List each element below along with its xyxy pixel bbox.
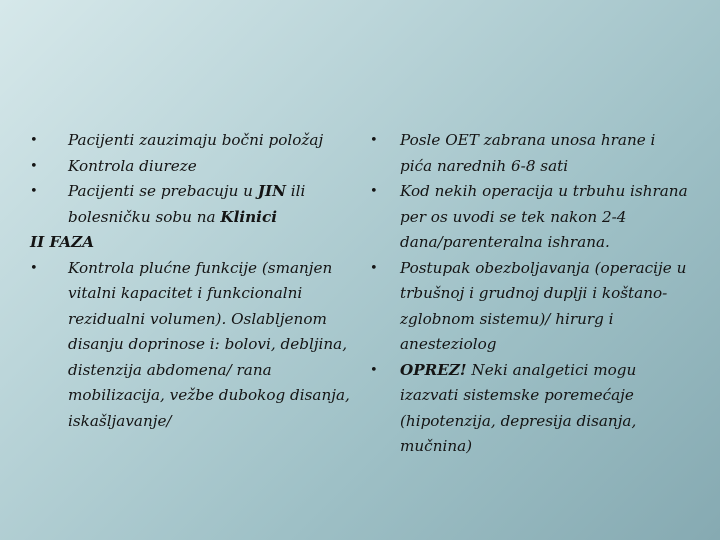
item-text: Postupak obezboljavanja (operacije u trbušnoj i grudnoj duplji i koštano-zglobnom sistemu)/ hirurg i anesteziolog <box>400 258 687 353</box>
bullet-icon: • <box>370 260 378 276</box>
item-text-bold-oprez: OPREZ! <box>400 360 467 379</box>
item-text: Neki analgetici mogu izazvati sistemske poremećaje (hipotenzija, depresija disanja, mučnina) <box>400 360 637 455</box>
right-list <box>370 128 690 460</box>
item-text: Kontrola plućne funkcije (smanjen vitalni kapacitet i funkcionalni rezidualni volumen). Oslabljenom disanju doprinose i: bolovi, debljina, distenzija abdomena/ rana mobilizacija, vežbe dubokog disanja, iskašljavanje/ <box>68 258 350 430</box>
section-heading: II FAZA <box>30 233 95 251</box>
list-item <box>370 256 690 358</box>
item-text: Pacijenti zauzimaju bočni položaj <box>68 131 324 149</box>
item-text-bold-jin: JIN <box>257 182 286 200</box>
item-text-bold-klinici: Klinici <box>220 207 277 226</box>
bullet-icon: • <box>370 133 378 148</box>
item-text: Kontrola diureze <box>68 156 197 175</box>
item-text: Posle OET zabrana unosa hrane i pića narednih 6-8 sati <box>400 131 656 175</box>
left-list-bottom <box>30 256 360 435</box>
list-item <box>370 358 690 460</box>
list-item <box>370 128 690 179</box>
list-item <box>370 179 690 256</box>
list-item <box>30 256 360 435</box>
item-text: Kod nekih operacija u trbuhu ishrana per os uvodi se tek nakon 2-4 dana/parenteralna ishrana. <box>400 182 688 251</box>
bullet-icon: • <box>30 260 38 276</box>
bullet-icon: • <box>370 184 378 199</box>
left-column <box>30 128 360 434</box>
item-text-mid: ili bolesničku sobu na <box>68 182 306 226</box>
bullet-icon: • <box>30 133 38 148</box>
bullet-icon: • <box>370 362 378 378</box>
list-item <box>30 179 360 230</box>
list-item <box>30 128 360 154</box>
bullet-icon: • <box>30 184 38 199</box>
left-list-top <box>30 128 360 230</box>
item-text-pre: Pacijenti se prebacuju u <box>68 182 258 200</box>
bullet-icon: • <box>30 158 38 174</box>
list-item <box>30 154 360 180</box>
right-column <box>370 128 690 460</box>
